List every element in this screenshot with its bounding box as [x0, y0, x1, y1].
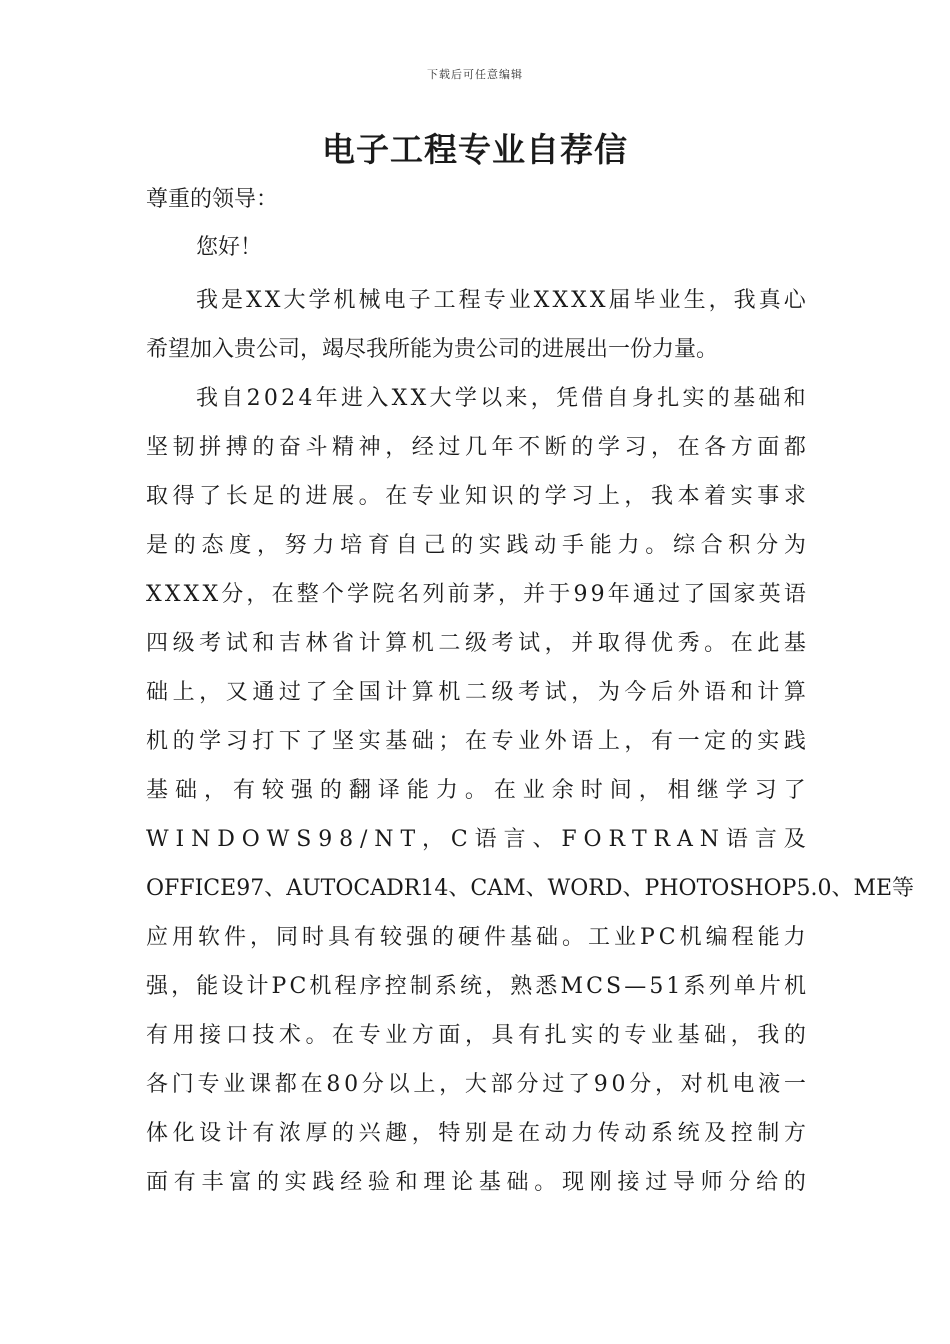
- paragraph-line: 体 化 设 计 有 浓 厚 的 兴 趣 ， 特 别 是 在 动 力 传 动 系 统 及 控 制 方: [146, 1121, 806, 1146]
- paragraph-line: X X X X 分 ， 在 整 个 学 院 名 列 前 茅 ， 并 于 9 9 年 通 过 了 国 家 英 语: [146, 582, 806, 607]
- paragraph-line: 是 的 态 度 ， 努 力 培 育 自 己 的 实 践 动 手 能 力 。 综 合 积 分 为: [146, 533, 806, 558]
- paragraph-line: 基 础 ， 有 较 强 的 翻 译 能 力 。 在 业 余 时 间 ， 相 继 学 习 了: [146, 778, 806, 803]
- paragraph-line: 我 自 2 0 2 4 年 进 入 X X 大 学 以 来 ， 凭 借 自 身 扎 实 的 基 础 和: [196, 386, 806, 411]
- paragraph-line: 础 上 ， 又 通 过 了 全 国 计 算 机 二 级 考 试 ， 为 今 后 外 语 和 计 算: [146, 680, 806, 705]
- paragraph-line: 机 的 学 习 打 下 了 坚 实 基 础 ； 在 专 业 外 语 上 ， 有 一 定 的 实 践: [146, 729, 806, 754]
- paragraph-line: 我 是 X X 大 学 机 械 电 子 工 程 专 业 X X X X 届 毕 业 生 ， 我 真 心: [196, 288, 806, 313]
- paragraph-line: 四 级 考 试 和 吉 林 省 计 算 机 二 级 考 试 ， 并 取 得 优 秀 。 在 此 基: [146, 631, 806, 656]
- paragraph-line: 有 用 接 口 技 术 。 在 专 业 方 面 ， 具 有 扎 实 的 专 业 基 础 ， 我 的: [146, 1023, 806, 1048]
- paragraph-line: O F F I C E 9 7 、 A U T O C A D R 1 4 、 C A M 、 W O R D 、 P H O T O S H O P 5 . 0 、 M E 等: [146, 876, 915, 901]
- paragraph-line: 希望加入贵公司，竭尽我所能为贵公司的进展出一份力量。: [146, 337, 719, 362]
- paragraph-line: 强 ， 能 设 计 P C 机 程 序 控 制 系 统 ， 熟 悉 M C S — 5 1 系 列 单 片 机: [146, 974, 806, 999]
- paragraph-line: 取 得 了 长 足 的 进 展 。 在 专 业 知 识 的 学 习 上 ， 我 本 着 实 事 求: [146, 484, 806, 509]
- paragraph-line: 应 用 软 件 ， 同 时 具 有 较 强 的 硬 件 基 础 。 工 业 P C 机 编 程 能 力: [146, 925, 806, 950]
- paragraph-line: W I N D O W S 9 8 / N T ， C 语 言 、 F O R T R A N 语 言 及: [146, 827, 806, 852]
- document-title: 电子工程专业自荐信: [322, 130, 628, 169]
- greeting: 您好！: [196, 235, 263, 260]
- header-note: 下载后可任意编辑: [427, 68, 523, 81]
- paragraph-2: [146, 374, 915, 1207]
- paragraph-line: 面 有 丰 富 的 实 践 经 验 和 理 论 基 础 。 现 刚 接 过 导 师 分 给 的: [146, 1170, 806, 1195]
- salutation: 尊重的领导：: [146, 187, 279, 212]
- paragraph-1: [146, 276, 806, 374]
- paragraph-line: 各 门 专 业 课 都 在 8 0 分 以 上 ， 大 部 分 过 了 9 0 分 ， 对 机 电 液 一: [146, 1072, 806, 1097]
- paragraph-line: 坚 韧 拼 搏 的 奋 斗 精 神 ， 经 过 几 年 不 断 的 学 习 ， 在 各 方 面 都: [146, 435, 806, 460]
